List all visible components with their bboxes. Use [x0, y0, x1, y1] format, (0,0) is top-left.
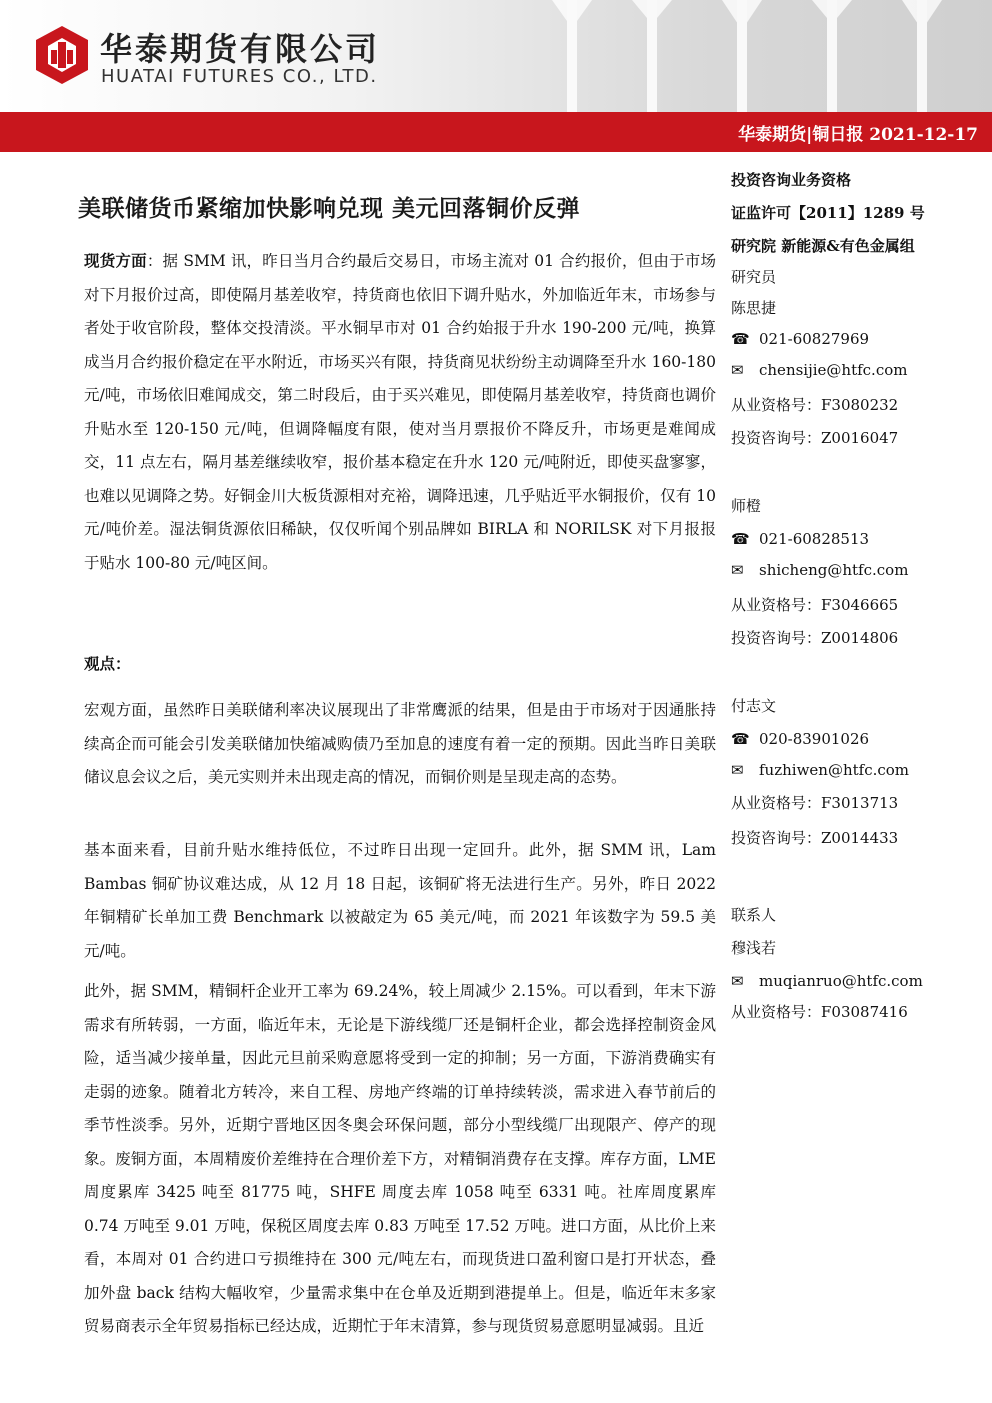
institute-line: 研究院 新能源&有色金属组: [731, 237, 915, 255]
analyst-cert-2: 投资咨询号：Z0016047: [731, 429, 899, 447]
analyst-cert-1: 从业资格号：F3046665: [731, 596, 899, 614]
company-logo-icon: [34, 24, 90, 86]
analyst-cert-1: 从业资格号：F3080232: [731, 396, 899, 414]
researcher-label: 研究员: [731, 268, 777, 286]
contact-cert: 从业资格号：F03087416: [731, 1003, 908, 1021]
analyst-email[interactable]: chensijie@htfc.com: [759, 361, 908, 379]
report-title: 美联储货币紧缩加快影响兑现 美元回落铜价反弹: [78, 195, 581, 222]
analyst-card: [731, 691, 981, 854]
analyst-email[interactable]: fuzhiwen@htfc.com: [759, 761, 910, 779]
contact-label: 联系人: [731, 906, 777, 924]
company-name-cn: 华泰期货有限公司: [100, 30, 381, 68]
report-header: [0, 0, 992, 112]
analyst-email[interactable]: shicheng@htfc.com: [759, 561, 909, 579]
qualification-line-1: 投资咨询业务资格: [731, 171, 852, 189]
analyst-phone: 021-60828513: [759, 530, 870, 548]
analyst-cert-2: 投资咨询号：Z0014433: [731, 829, 899, 847]
spot-section: [84, 244, 716, 580]
company-name-en: HUATAI FUTURES CO., LTD.: [101, 66, 378, 87]
phone-icon: ☎: [731, 330, 750, 348]
envelope-icon: ✉: [731, 561, 744, 579]
report-banner-text: 华泰期货|铜日报 2021-12-17: [738, 125, 978, 145]
paragraph-macro: 宏观方面，虽然昨日美联储利率决议展现出了非常鹰派的结果，但是由于市场对于因通胀持续高企而可能会引发美联储加快缩减购债乃至加息的速度有着一定的预期。因此当昨日美联储议息会议之后，美元实则并未出现走高的情况，而铜价则是呈现走高的态势。: [84, 701, 716, 786]
analyst-name: 付志文: [731, 697, 777, 715]
phone-icon: ☎: [731, 530, 750, 548]
contact-name: 穆浅若: [731, 939, 777, 957]
analyst-name: 师橙: [731, 497, 762, 515]
contact-email[interactable]: muqianruo@htfc.com: [759, 972, 923, 990]
qualification-line-2: 证监许可【2011】1289 号: [731, 204, 925, 222]
contact-card: [731, 900, 981, 1028]
analyst-phone: 021-60827969: [759, 330, 870, 348]
spot-text: ：据 SMM 讯，昨日当月合约最后交易日，市场主流对 01 合约报价，但由于市场对下月报价过高，即使隔月基差收窄，持货商也依旧下调升贴水，外加临近年末，市场参与者处于收官阶段，整体交投清淡。平水铜早市对 01 合约始报于升水 190-200 元/吨，换算成当月合约报价稳定在平水附近，市场买兴有限，持货商见状纷纷主动调降至升水 160-180 元/吨，市场依旧难闻成交，第二时段后，由于买兴难见，即使隔月基差收窄，持货商也调价升贴水至 120-150 元/吨，但调降幅度有限，使对当月票报价不降反升，市场更是难闻成交，11 点左右，隔月基差继续收窄，报价基本稳定在升水 120 元/吨附近，即使买盘寥寥，也难以见调降之势。好铜金川大板货源相对充裕，调降迅速，几乎贴近平水铜报价，仅有 10 元/吨价差。湿法铜货源依旧稀缺，仅仅听闻个别品牌如 BIRLA 和 NORILSK 对下月报报于贴水 100-80 元/吨区间。: [84, 252, 716, 572]
envelope-icon: ✉: [731, 761, 744, 779]
envelope-icon: ✉: [731, 361, 744, 379]
analyst-phone: 020-83901026: [759, 730, 870, 748]
analyst-card: [731, 293, 981, 454]
spot-label: 现货方面: [84, 251, 147, 270]
analyst-card: [731, 491, 981, 654]
paragraph-demand-inventory: 此外，据 SMM，精铜杆企业开工率为 69.24%，较上周减少 2.15%。可以看到，年末下游需求有所转弱，一方面，临近年末，无论是下游线缆厂还是铜杆企业，都会选择控制资金风险，适当减少接单量，因此元旦前采购意愿将受到一定的抑制；另一方面，下游消费确实有走弱的迹象。随着北方转冷，来自工程、房地产终端的订单持续转淡，需求进入春节前后的季节性淡季。另外，近期宁晋地区因冬奥会环保问题，部分小型线缆厂出现限产、停产的现象。废铜方面，本周精废价差维持在合理价差下方，对精铜消费存在支撑。库存方面，LME 周度累库 3425 吨至 81775 吨，SHFE 周度去库 1058 吨至 6331 吨。社库周度累库 0.74 万吨至 9.01 万吨，保税区周度去库 0.83 万吨至 17.52 万吨。进口方面，从比价上来看，本周对 01 合约进口亏损维持在 300 元/吨左右，而现货进口盈利窗口是打开状态，叠加外盘 back 结构大幅收窄，少量需求集中在仓单及近期到港提单上。但是，临近年末多家贸易商表示全年贸易指标已经达成，近期忙于年末清算，参与现货贸易意愿明显减弱。且近: [84, 982, 716, 1335]
analyst-cert-1: 从业资格号：F3013713: [731, 794, 899, 812]
phone-icon: ☎: [731, 730, 750, 748]
view-heading: 观点：: [84, 654, 131, 673]
decorative-pattern: [532, 0, 992, 112]
paragraph-fundamentals: 基本面来看，目前升贴水维持低位，不过昨日出现一定回升。此外，据 SMM 讯，Lam Bambas 铜矿协议难达成，从 12 月 18 日起，该铜矿将无法进行生产。另外，昨日 2022 年铜精矿长单加工费 Benchmark 以被敲定为 65 美元/吨，而 2021 年该数字为 59.5 美元/吨。: [84, 841, 716, 960]
analyst-cert-2: 投资咨询号：Z0014806: [731, 629, 899, 647]
envelope-icon: ✉: [731, 972, 744, 990]
analyst-name: 陈思捷: [731, 299, 777, 317]
report-banner: [0, 112, 992, 152]
sidebar-info: [731, 165, 981, 1028]
